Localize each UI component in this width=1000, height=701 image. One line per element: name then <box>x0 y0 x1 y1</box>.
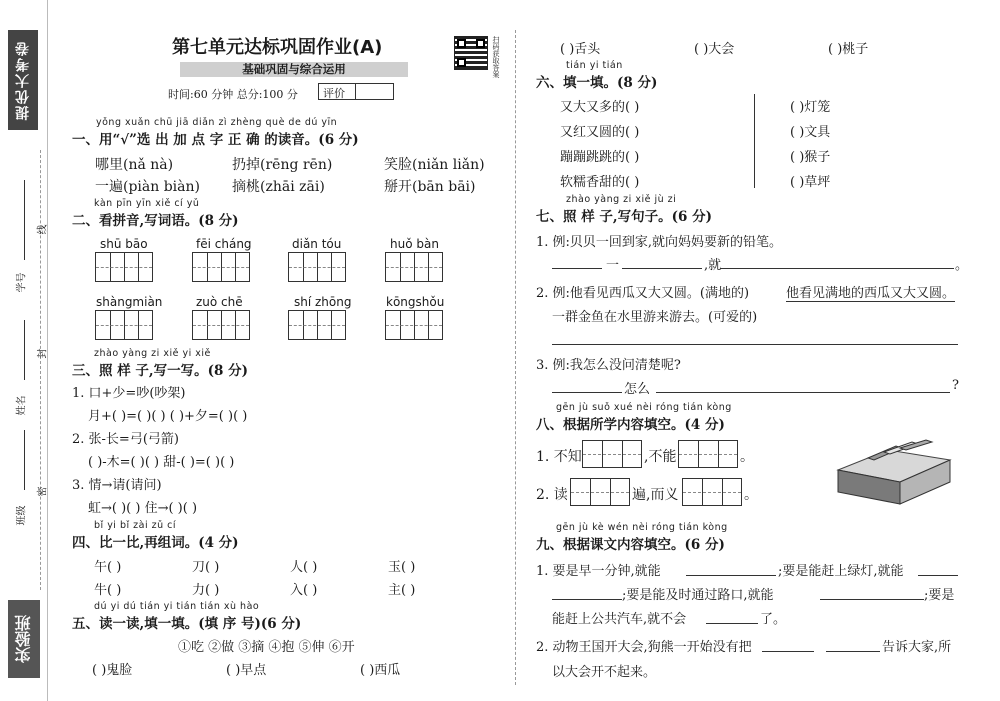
s1-item: 扔掉(rēng rēn) <box>232 157 333 173</box>
s2-word-pinyin: shū bāo <box>100 237 148 251</box>
s1-item: 摘桃(zhāi zāi) <box>232 179 325 195</box>
s6-pinyin: tián yi tián <box>566 60 623 71</box>
s5-item[interactable]: ( )西瓜 <box>360 663 401 678</box>
s2-pinyin: kàn pīn yīn xiě cí yǔ <box>94 198 200 209</box>
s9-blank[interactable] <box>820 599 924 600</box>
eval-box <box>318 83 394 100</box>
s9-blank[interactable] <box>918 575 958 576</box>
seal-mark-3: 密 <box>37 486 49 497</box>
s2-writing-grid[interactable] <box>385 310 443 340</box>
qr-code <box>454 36 488 70</box>
s9-p5: 以大会开不起来。 <box>552 665 657 680</box>
s4-item[interactable]: 主( ) <box>388 583 416 598</box>
s4-title: 四、比一比,再组词。(4 分) <box>72 535 239 551</box>
s1-title: 一、用“√”选 出 加 点 字 正 确 的读音。(6 分) <box>72 132 359 148</box>
s7-blank[interactable] <box>552 268 602 269</box>
s3-title: 三、照 样 子,写一写。(8 分) <box>72 363 248 379</box>
cut-line <box>40 150 41 590</box>
s3-example: 3. 情→请(请问) <box>72 478 162 493</box>
s7-a1a: 一 <box>606 258 620 273</box>
s6-left-item[interactable]: 又红又圆的( ) <box>560 125 640 140</box>
s7-title: 七、照 样 子,写句子。(6 分) <box>536 209 712 225</box>
s4-item[interactable]: 刀( ) <box>192 560 220 575</box>
s5-pinyin: dú yi dú tián yi tián tián xù hào <box>94 601 260 612</box>
s9-blank[interactable] <box>706 623 758 624</box>
class-label: 班级 <box>16 505 28 526</box>
s1-item: 一遍(piàn biàn) <box>95 179 200 195</box>
s3-example: 2. 张-长=弓(弓箭) <box>72 432 179 447</box>
s6-right-item[interactable]: ( )文具 <box>790 125 831 140</box>
s4-item[interactable]: 力( ) <box>192 583 220 598</box>
s2-title: 二、看拼音,写词语。(8 分) <box>72 213 239 229</box>
s9-p1a: 1. 要是早一分钟,就能 <box>536 564 661 579</box>
s2-word-pinyin: kōngshǒu <box>386 295 445 309</box>
s7-blank[interactable] <box>656 392 950 393</box>
s2-writing-grid[interactable] <box>192 310 250 340</box>
s9-p2a: ;要是能及时通过路口,就能 <box>622 588 774 603</box>
s5-item[interactable]: ( )早点 <box>226 663 267 678</box>
brand-bottom: 实验班 <box>8 600 40 678</box>
s5-item[interactable]: ( )大会 <box>694 42 735 57</box>
s7-blank[interactable] <box>552 344 958 345</box>
s8-l2b: 遍,而义 <box>632 487 679 503</box>
s8-grid[interactable] <box>570 478 630 506</box>
page-divider <box>515 30 516 685</box>
class-line <box>24 430 25 490</box>
s8-title: 八、根据所学内容填空。(4 分) <box>536 417 725 433</box>
s6-title: 六、填一填。(8 分) <box>536 75 658 91</box>
s9-p2b: ;要是 <box>924 588 955 603</box>
name-label: 姓名 <box>16 395 28 416</box>
s6-left-item[interactable]: 蹦蹦跳跳的( ) <box>560 150 640 165</box>
s4-item[interactable]: 牛( ) <box>94 583 122 598</box>
s7-a3end: ? <box>952 378 959 393</box>
s8-grid[interactable] <box>582 440 642 468</box>
qr-caption: 扫码获取答案 <box>492 36 500 78</box>
s8-pinyin: gēn jù suǒ xué nèi róng tián kòng <box>556 402 732 413</box>
s7-blank[interactable] <box>720 268 954 269</box>
s2-word-pinyin: shàngmiàn <box>96 295 163 309</box>
s8-l1b: ,不能 <box>644 449 677 465</box>
s6-divider <box>754 94 755 188</box>
s5-title: 五、读一读,填一填。(填 序 号)(6 分) <box>72 616 302 632</box>
s7-a3: 怎么 <box>624 382 651 397</box>
s7-example: 2. 例:他看见西瓜又大又圆。(满地的) <box>536 286 750 301</box>
s1-item: 哪里(nǎ nà) <box>95 157 174 173</box>
s5-item[interactable]: ( )舌头 <box>560 42 601 57</box>
s7-example: 3. 例:我怎么没问清楚呢? <box>536 358 681 373</box>
s9-p4a: 2. 动物王国开大会,狗熊一开始没有把 <box>536 640 752 655</box>
s9-title: 九、根据课文内容填空。(6 分) <box>536 537 725 553</box>
s9-blank[interactable] <box>826 651 880 652</box>
s4-item[interactable]: 入( ) <box>290 583 318 598</box>
s7-blank[interactable] <box>622 268 702 269</box>
s2-writing-grid[interactable] <box>95 310 153 340</box>
s3-row[interactable]: ( )-木=( )( ) 甜-( )=( )( ) <box>88 455 235 470</box>
s8-l1a: 1. 不知 <box>536 449 582 465</box>
s6-right-item[interactable]: ( )草坪 <box>790 175 831 190</box>
s9-blank[interactable] <box>552 599 622 600</box>
s6-right-item[interactable]: ( )猴子 <box>790 150 831 165</box>
seal-mark-2: 封 <box>37 348 49 359</box>
s2-writing-grid[interactable] <box>385 252 443 282</box>
s9-pinyin: gēn jù kè wén nèi róng tián kòng <box>556 522 728 533</box>
s7-a1end: 。 <box>955 258 969 273</box>
s3-row[interactable]: 月+( )=( )( ) ( )+夕=( )( ) <box>88 409 248 424</box>
s1-item: 掰开(bān bāi) <box>384 179 476 195</box>
s2-word-pinyin: diǎn tóu <box>292 237 342 251</box>
s7-pinyin: zhào yàng zi xiě jù zi <box>566 194 677 205</box>
s4-pinyin: bǐ yi bǐ zài zǔ cí <box>94 520 177 531</box>
s2-word-pinyin: huǒ bàn <box>390 237 439 251</box>
id-line <box>24 180 25 260</box>
name-line <box>24 320 25 380</box>
s6-left-item[interactable]: 又大又多的( ) <box>560 100 640 115</box>
s7-blank[interactable] <box>552 392 622 393</box>
s3-example: 1. 口+少=吵(吵架) <box>72 386 186 401</box>
s7-example: 1. 例:贝贝一回到家,就向妈妈要新的铅笔。 <box>536 235 783 250</box>
s8-l1end: 。 <box>740 449 754 465</box>
s8-grid[interactable] <box>678 440 738 468</box>
s2-word-pinyin: shí zhōng <box>294 295 352 309</box>
s8-grid[interactable] <box>682 478 742 506</box>
s9-p3b: 了。 <box>760 612 787 627</box>
s7-answer: 他看见满地的西瓜又大又圆。 <box>786 282 955 302</box>
s8-l2a: 2. 读 <box>536 487 568 503</box>
s5-options: ①吃 ②做 ③摘 ④抱 ⑤伸 ⑥开 <box>178 640 355 655</box>
s6-left-item[interactable]: 软糯香甜的( ) <box>560 175 640 190</box>
s1-item: 笑脸(niǎn liǎn) <box>384 157 485 173</box>
s8-l2end: 。 <box>744 487 758 503</box>
s5-item[interactable]: ( )桃子 <box>828 42 869 57</box>
s9-p4b: 告诉大家,所 <box>882 640 952 655</box>
s9-blank[interactable] <box>686 575 776 576</box>
s3-pinyin: zhào yàng zi xiě yi xiě <box>94 348 211 359</box>
s2-writing-grid[interactable] <box>288 310 346 340</box>
s7-question: 一群金鱼在水里游来游去。(可爱的) <box>552 310 758 325</box>
s2-writing-grid[interactable] <box>95 252 153 282</box>
s3-row[interactable]: 虹→( )( ) 住→( )( ) <box>88 501 198 516</box>
s9-p1b: ;要是能赶上绿灯,就能 <box>778 564 904 579</box>
page-subtitle: 基础巩固与综合运用 <box>180 62 408 77</box>
seal-mark-1: 线 <box>37 224 49 235</box>
s4-item[interactable]: 玉( ) <box>388 560 416 575</box>
books-illustration <box>828 430 958 510</box>
brand-top: 提优大考卷 <box>8 30 38 130</box>
s2-word-pinyin: fēi cháng <box>196 237 252 251</box>
eval-label: 评价 <box>323 87 345 100</box>
s9-blank[interactable] <box>762 651 814 652</box>
id-label: 学号 <box>16 272 28 293</box>
s7-a1b: ,就 <box>704 258 722 273</box>
s4-item[interactable]: 午( ) <box>94 560 122 575</box>
page-title: 第七单元达标巩固作业(A) <box>172 37 383 58</box>
s1-pinyin: yǒng xuǎn chū jiā diǎn zì zhèng què de dú yīn <box>96 117 338 128</box>
time-score: 时间:60 分钟 总分:100 分 <box>168 88 298 101</box>
s2-writing-grid[interactable] <box>288 252 346 282</box>
s5-item[interactable]: ( )鬼脸 <box>92 663 133 678</box>
s4-item[interactable]: 人( ) <box>290 560 318 575</box>
s2-word-pinyin: zuò chē <box>196 295 243 309</box>
s2-writing-grid[interactable] <box>192 252 250 282</box>
s9-p3a: 能赶上公共汽车,就不会 <box>552 612 687 627</box>
s6-right-item[interactable]: ( )灯笼 <box>790 100 831 115</box>
